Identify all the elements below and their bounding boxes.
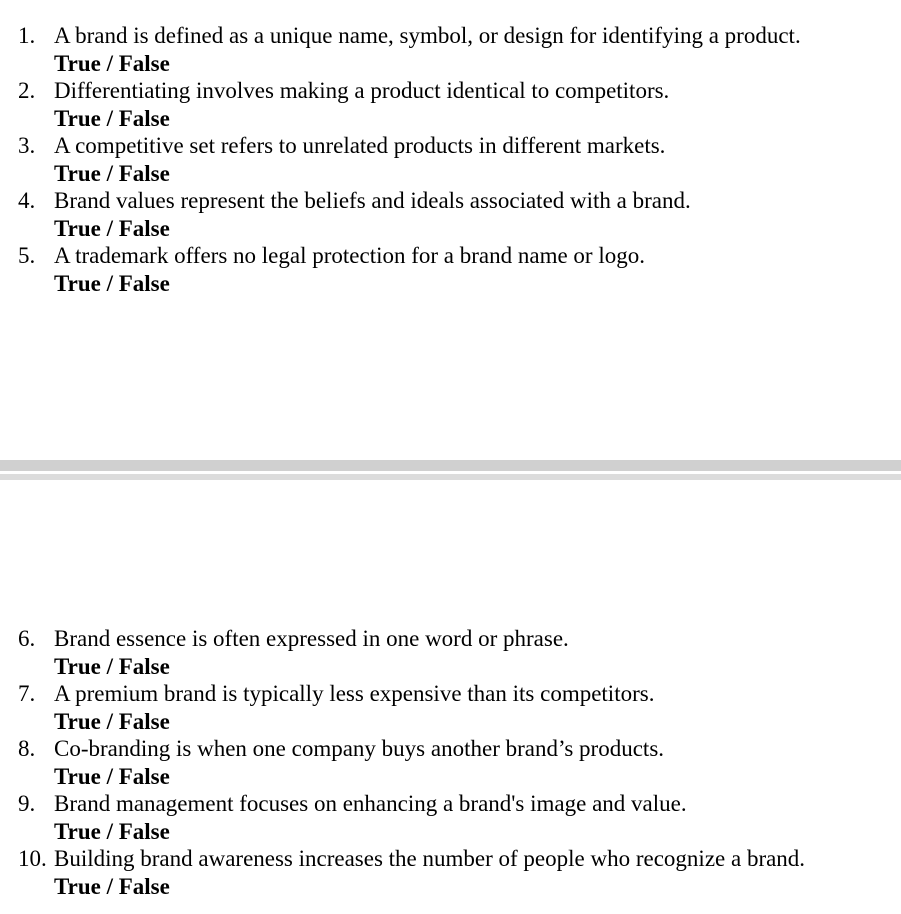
- true-false-choice: True / False: [54, 764, 170, 789]
- true-false-choice: True / False: [54, 161, 170, 186]
- true-false-choice: True / False: [54, 51, 170, 76]
- true-false-choice: True / False: [54, 874, 170, 899]
- question-number: 6.: [18, 626, 36, 651]
- question-text: Differentiating involves making a product identical to competitors.: [54, 78, 670, 103]
- question-text: A competitive set refers to unrelated products in different markets.: [54, 133, 666, 158]
- question-text: A trademark offers no legal protection for a brand name or logo.: [54, 243, 645, 268]
- question-number: 10.: [18, 846, 47, 871]
- question-number: 9.: [18, 791, 36, 816]
- question-text: Brand management focuses on enhancing a brand's image and value.: [54, 791, 687, 816]
- document-page-2: [0, 482, 901, 914]
- page-edge-band: [0, 474, 901, 480]
- question-text: Co-branding is when one company buys another brand’s products.: [54, 736, 665, 761]
- question-number: 7.: [18, 681, 36, 706]
- question-text: Building brand awareness increases the number of people who recognize a brand.: [54, 846, 806, 871]
- question-text: A premium brand is typically less expensive than its competitors.: [54, 681, 655, 706]
- true-false-choice: True / False: [54, 216, 170, 241]
- page-break-separator: [0, 460, 901, 482]
- true-false-choice: True / False: [54, 271, 170, 296]
- question-text: Brand values represent the beliefs and ideals associated with a brand.: [54, 188, 691, 213]
- true-false-choice: True / False: [54, 106, 170, 131]
- true-false-choice: True / False: [54, 709, 170, 734]
- question-number: 3.: [18, 133, 36, 158]
- question-number: 4.: [18, 188, 36, 213]
- question-number: 8.: [18, 736, 36, 761]
- question-number: 2.: [18, 78, 36, 103]
- question-text: A brand is defined as a unique name, symbol, or design for identifying a product.: [54, 23, 801, 48]
- page-shadow-band: [0, 460, 901, 471]
- question-text: Brand essence is often expressed in one word or phrase.: [54, 626, 569, 651]
- question-number: 5.: [18, 243, 36, 268]
- question-number: 1.: [18, 23, 36, 48]
- true-false-choice: True / False: [54, 819, 170, 844]
- true-false-choice: True / False: [54, 654, 170, 679]
